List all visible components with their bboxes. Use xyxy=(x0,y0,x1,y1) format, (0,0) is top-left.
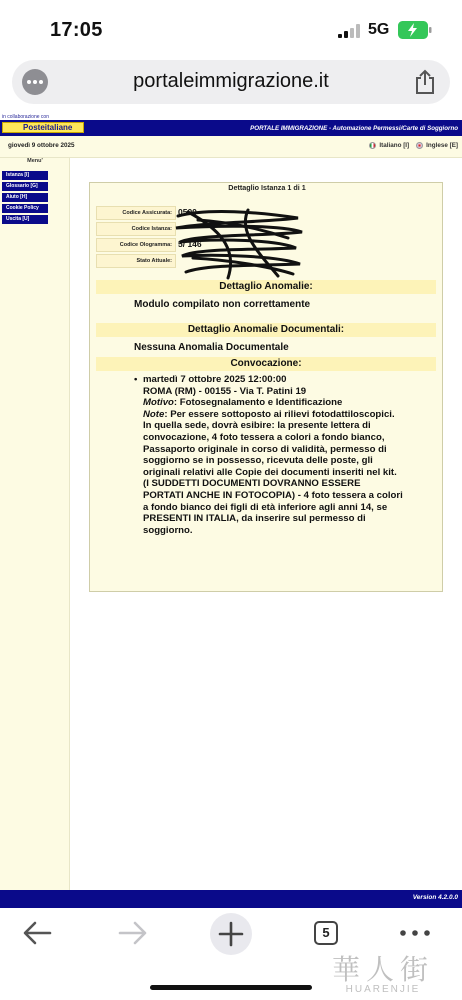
field-codice-assicurata: Codice Assicurata: 0500 xyxy=(96,206,298,220)
convocation-datetime: martedì 7 ottobre 2025 12:00:00 xyxy=(143,374,287,385)
watermark: 華人街 HUARENJIE xyxy=(331,953,434,995)
sidebar xyxy=(0,158,70,890)
home-indicator xyxy=(150,985,312,990)
detail-title: Dettaglio Istanza 1 di 1 xyxy=(228,183,306,192)
web-page xyxy=(0,112,462,908)
current-date: giovedì 9 ottobre 2025 xyxy=(8,142,75,149)
anomalies-header: Dettaglio Anomalie: xyxy=(96,280,436,294)
share-icon[interactable] xyxy=(414,69,436,95)
status-bar xyxy=(0,0,462,56)
poste-italiane-logo: Posteitaliane xyxy=(2,122,84,133)
language-english[interactable]: Inglese [E] xyxy=(426,142,458,149)
doc-anomalies-text: Nessuna Anomalia Documentale xyxy=(134,342,289,353)
language-selector xyxy=(369,142,458,149)
menu-dots-icon[interactable] xyxy=(400,930,430,936)
plus-icon xyxy=(210,913,252,955)
convocation-header: Convocazione: xyxy=(96,357,436,371)
redaction-scribble xyxy=(168,208,308,280)
footer-bar xyxy=(0,890,462,908)
menu-item-aiuto[interactable]: Aiuto [H] xyxy=(2,193,48,202)
field-stato-attuale: Stato Attuale: xyxy=(96,254,298,268)
tabs-button[interactable]: 5 xyxy=(314,921,338,945)
collaboration-note: in collaborazione con xyxy=(2,114,49,120)
menu-item-uscita[interactable]: Uscita [U] xyxy=(2,215,48,224)
convocation-motivo: Motivo: Fotosegnalamento e Identificazione xyxy=(143,397,343,409)
field-codice-ologramma: Codice Ologramma: 5/ 146 xyxy=(96,238,298,252)
menu-item-istanza[interactable]: Istanza [I] xyxy=(2,171,48,180)
menu-item-glossario[interactable]: Glossario [G] xyxy=(2,182,48,191)
url-bar[interactable] xyxy=(12,60,450,104)
url-domain[interactable]: portaleimmigrazione.it xyxy=(133,70,329,92)
forward-icon[interactable] xyxy=(118,920,148,946)
bullet-icon: • xyxy=(134,374,138,385)
network-label: 5G xyxy=(368,21,390,38)
menu-item-cookie-policy[interactable]: Cookie Policy xyxy=(2,204,48,213)
convocation-details xyxy=(134,374,403,536)
battery-charging-icon xyxy=(398,21,432,39)
language-italian[interactable]: Italiano [I] xyxy=(379,142,410,149)
anomalies-text: Modulo compilato non correttamente xyxy=(134,299,311,310)
back-icon[interactable] xyxy=(22,920,52,946)
convocation-note: Note: Per essere sottoposto ai rilievi fotodattiloscopici. In quella sede, dovrà esibire: la presente lettera di convocazione, 4 foto tessera a colori a fondo bianco, Passaporto originale in corso di validità, permesso di soggiorno se in possesso, ricevuta delle poste, gli originali relativi alle Copie dei documenti inseriti nel kit. (I SUDDETTI DOCUMENTI DOVRANNO ESSERE PORTATI ANCHE IN FOTOCOPIA) - 4 foto tessera a colori a fondo bianco dei figli di età inferiore agli anni 14, se PRESENTI IN ITALIA, da inserire sul permesso di soggiorno. xyxy=(143,408,403,536)
doc-anomalies-header: Dettaglio Anomalie Documentali: xyxy=(96,323,436,337)
version-label: Version 4.2.0.0 xyxy=(412,894,458,901)
portal-title: PORTALE IMMIGRAZIONE - Automazione Permessi/Carte di Soggiorno xyxy=(250,125,458,132)
convocation-address: ROMA (RM) - 00155 - Via T. Patini 19 xyxy=(143,385,307,397)
clock: 17:05 xyxy=(50,19,103,41)
signal-icon xyxy=(338,24,360,38)
uk-flag-icon[interactable] xyxy=(416,142,423,149)
new-tab-button[interactable] xyxy=(210,913,252,955)
field-codice-istanza: Codice Istanza: xyxy=(96,222,298,236)
menu-title: Menu' xyxy=(27,158,43,164)
italy-flag-icon[interactable] xyxy=(369,142,376,149)
